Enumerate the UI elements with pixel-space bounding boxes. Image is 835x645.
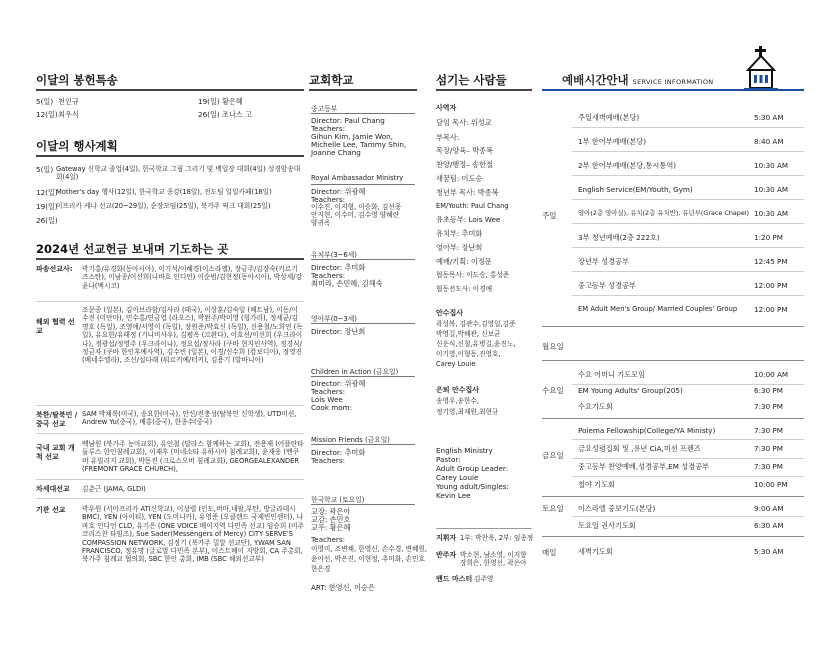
event-text: Gateway 신학교 졸업(4일), 한국학교 그림 그리기 및 백일장 대회(4일) 성경암송대회(4일) [56, 165, 301, 182]
offering-name: 황은혜 [222, 97, 243, 106]
section-line: 한은경 [311, 565, 331, 573]
service-time: 12:00 PM [754, 281, 788, 290]
mission-text: 김춘근 (JAMA, GLDI) [82, 485, 146, 493]
mission-text: 박기홍/유경화(동아시아), 이기석/이혜경(이스라엘), 장금주/김장숙(키르기즈스탄), 이남종/이선희(나바호 인디언) 이순범/김현정(동아시아), 박상세/강윤나(멕시코) [82, 265, 302, 290]
service-title [562, 72, 713, 88]
divider [436, 528, 532, 529]
section-line: 정기영,최재원,최현규 [436, 408, 499, 416]
event-text: 이프리카 케냐 선교(20~29일), 순장모임(25일), 북가주 픽크 대회(25일) [56, 202, 271, 210]
mission-label: 국내 교회 개척 선교 [36, 444, 75, 461]
section-line: Gihun Kim, Jamie Won, [311, 132, 393, 141]
section-name: Mission Friends (금요일) [311, 436, 390, 444]
section-line: 이영미, 조변채, 한영신, 손수경, 변혜원, [311, 545, 428, 553]
offering-name: 조나스 고 [222, 110, 253, 119]
footer-label: 반주자 [436, 551, 457, 559]
section-name: 한국학교 (토요일) [311, 496, 365, 504]
service-row [542, 473, 804, 495]
divider [542, 536, 804, 537]
service-name: 3부 청년예배(2층 222호) [578, 233, 660, 242]
section-line: Director: 추미화 [311, 448, 366, 457]
offering-title: 이달의 봉헌특송 [36, 73, 118, 87]
section-line: Michelle Lee, Tammy Shin, [311, 140, 407, 149]
service-name: 중고등부 성경공부 [578, 281, 636, 290]
church-icon [744, 44, 778, 92]
service-row [542, 514, 804, 536]
mission-text: 박우원 (서아프리카 ATI신학교), 이성렬 (인도,버마,네팔,부탄, 방글라데시BMC), YEN (아이티), YEN (도미니카), 유영준 (오클랜드 국제빈민센터), 나바호 인디언 CLD, 유기은 (ONE VOICE 베이지역 다민족 선교) 임승희 (미주 코리스찬 타임즈), Sue Sader(Messengers of Mercy) CITY SERVE'S COMPASSION NETWORK, 김정기 (북가주 밀알 선교단), YWAM SAN FRANCISCO, 정유명 (글로벌 다민족 본부), 이스트베이 지방회, CA 주총회, 북가주 침례교 협의회, SBC 한인 총회, IMB (SBC 해외선교부) [82, 505, 304, 564]
section-name: 은퇴 안수집사 [436, 386, 480, 394]
service-time: 7:30 PM [754, 426, 783, 435]
events-title: 이달의 행사계획 [36, 139, 118, 153]
service-name: 새벽기도회 [578, 547, 613, 556]
section-name: 유치부(3~6세) [311, 251, 357, 259]
day-label: 금요일 [542, 451, 564, 460]
service-name: EM Adult Men's Group/ Married Couples' Group [578, 305, 738, 313]
section-line: Director: 위광혜 [311, 379, 366, 388]
divider [309, 89, 417, 91]
section-line: 협동목사: 이도승, 홍성준 [436, 271, 510, 279]
section-line: 교장: 곽은아 [311, 507, 351, 516]
service-time: 10:00 PM [754, 480, 788, 489]
footer-text: 박소현, 남소영, 이지향 장희은, 한영선, 곽은아 [460, 551, 527, 568]
service-time: 5:30 AM [754, 113, 784, 122]
divider [311, 184, 415, 185]
offering-date: 12(일) [36, 110, 58, 119]
footer-text: 김주영 [474, 575, 494, 583]
section-line: Adult Group Leader: [436, 464, 509, 473]
divider [36, 433, 304, 434]
section-line: Joanne Chang [311, 148, 361, 157]
section-line: Director: 위광혜 [311, 187, 366, 196]
divider [36, 258, 304, 260]
divider [572, 247, 804, 248]
day-label: 매일 [542, 548, 557, 557]
service-name: 수요기도회 [578, 402, 613, 411]
service-name: 이스라엘 중보기도(본당) [578, 504, 656, 513]
section-line: 교무: 황은혜 [311, 523, 351, 532]
section-line: Cook mom: [311, 403, 353, 412]
service-time: 10:30 AM [754, 161, 789, 170]
offering-date: 26(일) [198, 110, 220, 119]
divider [542, 89, 804, 91]
mission-label: 해외 협력 선교 [36, 318, 75, 335]
service-time: 8:40 AM [754, 137, 784, 146]
service-title-text: 예배시간안내 [562, 73, 629, 87]
service-time: 9:00 AM [754, 504, 784, 513]
section-line: Director: 추미화 [311, 263, 366, 272]
section-line: 양귀옥 [311, 219, 331, 227]
staff-title: 섬기는 사람들 [436, 73, 507, 87]
mission-text: 조문종 (일본), 김아브라함/김사라 (태국), 이상훈/김숙일 (베트남), 이동/이수진 (미안마), 민수홍/민금엽 (라오스), 박완주/박미영 (헝가리), 정세균/김명호 (독일), 조영애/서영이 (독일), 장원준/박효신 (독일), 신용철/노희연 (독일), 유요한/유태정 (기니비사우), 김평옥 (르완다), 이호선/이선희 (우크라이나), 정광섭/정영주 (우크라이나), 정요섭/정사라 (쿠바 현지인사역), 정경식/정금자 (쿠바 한인후예사역), 김수빈 (일본), 이경/신수희 (캄보디아), 정영진 (베네수엘라), 조신/설다래 (튀르키예/터키), 김용기 (알바니아) [82, 306, 303, 365]
service-time: 1:20 PM [754, 233, 783, 242]
service-time: 7:30 PM [754, 462, 783, 471]
service-name: 수요 어머니 기도모임 [578, 370, 646, 379]
service-time: 12:00 PM [754, 305, 788, 314]
day-label: 수요일 [542, 386, 564, 395]
event-date: 26(일) [36, 216, 58, 225]
mission-title: 2024년 선교헌금 보내며 기도하는 곳 [36, 242, 229, 256]
section-name: Royal Ambassador Ministry [311, 174, 404, 182]
section-line: 새꿈팀: 이도승 [436, 174, 483, 183]
service-time: 6:30 PM [754, 386, 783, 395]
divider [572, 223, 804, 224]
section-line: Young adult/Singles: [436, 482, 509, 491]
service-row [542, 274, 804, 296]
section-line: 곽성복, 김관수,김영일,김준 [436, 320, 516, 328]
service-row [542, 130, 804, 152]
service-row [542, 202, 804, 224]
divider [572, 175, 804, 176]
divider [36, 405, 304, 406]
section-line: Lois Wee [311, 395, 343, 404]
section-line: 이수진, 이지형, 이승화, 김선웅 [311, 203, 402, 211]
section-line: 유치부: 추미화 [436, 229, 483, 238]
section-line: ART: 한영신, 이승은 [311, 583, 375, 592]
service-row [542, 540, 804, 562]
service-name: 토요일 권사기도회 [578, 521, 636, 530]
section-line: EM/Youth: Paul Chang [436, 202, 509, 210]
divider [542, 360, 804, 361]
divider [572, 295, 804, 296]
service-row [542, 395, 804, 417]
service-name: 2부 한어부예배(본당,통시통역) [578, 161, 677, 170]
event-date: 12(일) [36, 188, 58, 197]
divider [311, 444, 415, 445]
divider [572, 271, 804, 272]
service-time: 7:30 PM [754, 444, 783, 453]
section-line: 목장/양육– 박종복 [436, 146, 493, 155]
section-line: 안지현, 이수미, 김수영 양혜란 [311, 211, 400, 219]
divider [311, 376, 415, 377]
service-name: 영아(2층 영아실), 유치(2층 유치반), 유년부(Grace Chapel) [578, 209, 750, 217]
section-line: English Ministry [436, 446, 493, 455]
footer-label: 밴드 마스터 [436, 575, 473, 583]
footer-text: 1부: 박찬욱, 2부: 임종정 [460, 534, 534, 542]
divider [36, 479, 304, 480]
church-school-title: 교회학교 [309, 73, 354, 87]
mission-label: 파송선교사: [36, 265, 73, 273]
service-time: 10:30 AM [754, 209, 789, 218]
service-time: 7:30 PM [754, 402, 783, 411]
section-line: Director: 장난희 [311, 327, 366, 336]
section-line: Teachers: [311, 387, 346, 396]
section-line: 신운식,신철,유병길,윤진노, [436, 340, 516, 348]
service-name: 철야 기도회 [578, 480, 616, 489]
event-text: Mother's day 행사(12일), 한국학교 종강(18일), 전도팀 일일카페(18일) [56, 188, 272, 196]
section-line: 박영길,박해관, 신보균 [436, 330, 501, 338]
section-line: 유초등부: Lois Wee [436, 215, 501, 224]
divider [572, 151, 804, 152]
service-row [542, 106, 804, 128]
service-name: Poiema Fellowship(College/YA Ministy) [578, 426, 716, 435]
offering-name: 최우식 [58, 110, 79, 119]
mission-label: 북한/탈북민 /중국 선교 [36, 411, 78, 428]
section-line: Teachers: [311, 535, 346, 544]
service-name: English Service(EM/Youth, Gym) [578, 185, 693, 194]
section-line: 찬양/행정– 송한철 [436, 160, 493, 169]
event-date: 19(일) [36, 202, 58, 211]
service-row [542, 250, 804, 272]
day-label: 주일 [542, 211, 557, 220]
section-line: Carey Louie [436, 360, 476, 368]
divider [436, 89, 532, 91]
service-name: 주일새벽예배(본당) [578, 113, 640, 122]
divider [311, 259, 415, 260]
section-line: 교감: 손민호 [311, 515, 351, 524]
service-row [542, 154, 804, 176]
section-line: 최미라, 손민혜, 김해숙 [311, 279, 383, 288]
section-name: 중고등부 [311, 105, 338, 113]
divider [36, 155, 304, 157]
section-line: 송영우,송한수, [436, 397, 480, 405]
service-subtitle: SERVICE INFORMATION [632, 78, 714, 86]
section-line: Teachers: [311, 124, 346, 133]
section-line: 담임 목사: 위성교 [436, 118, 492, 127]
section-line: Director: Paul Chang [311, 116, 385, 125]
divider [572, 199, 804, 200]
divider [36, 498, 304, 499]
section-line: 협동전도사: 이경애 [436, 285, 493, 293]
service-name: EM Young Adults' Group(205) [578, 386, 683, 395]
service-time: 10:30 AM [754, 185, 789, 194]
divider [36, 89, 304, 91]
section-name: 사역자 [436, 104, 457, 112]
section-name: 안수집사 [436, 309, 464, 317]
service-time: 5:30 AM [754, 547, 784, 556]
divider [311, 113, 415, 114]
section-line: Pastor: [436, 455, 461, 464]
divider [311, 504, 415, 505]
service-row [542, 298, 804, 320]
section-line: Teachers: [311, 271, 346, 280]
day-label: 월요일 [542, 342, 564, 351]
section-line: 부목사: [436, 133, 460, 142]
divider [311, 323, 415, 324]
footer-label: 지휘자 [436, 534, 457, 542]
divider [36, 301, 304, 302]
section-line: Teachers: [311, 456, 346, 465]
section-line: Carey Louie [436, 473, 479, 482]
section-line: 예배/기획: 이정문 [436, 257, 492, 266]
service-time: 12:45 PM [754, 257, 788, 266]
mission-label: 기관 선교 [36, 506, 66, 514]
offering-date: 5(일) [36, 97, 54, 106]
section-line: Teachers: [311, 195, 346, 204]
mission-text: 백남원 (북가주 농아교회), 유인철 (달라스 함께하는 교회), 전용제 (어플란타 둘루스 한인침례교회), 이재후 (미네소타 유하시아 침례교회), 윤재웅 (벤쿠버 유빌리지 교회), 박동진 (크로스오버 침례교회), GEORGEALEXANDER (FREMONT GRACE CHURCH), [82, 440, 304, 474]
section-name: 영아부(0~3세) [311, 315, 357, 323]
mission-text: SAM 박채룩(미국), 송요한(미국), 안신/전충성(탈북민 신학생), UTD미션, Andrew Yu(중국), 배홍(중국), 한종수(중국) [82, 410, 297, 427]
section-line: 이기영,이형동,진영호, [436, 350, 501, 358]
day-label: 토요일 [542, 504, 564, 513]
section-line: 청년부 목사: 박종복 [436, 188, 499, 197]
event-date: 5(일) [36, 165, 54, 174]
offering-date: 19(일) [198, 97, 220, 106]
divider [542, 326, 804, 327]
service-time: 6:30 AM [754, 521, 784, 530]
service-name: 금요성령집회 및 ,유년 CiA,미션 프렌즈 [578, 444, 701, 453]
service-name: 장년부 성경공부 [578, 257, 629, 266]
section-line: 영아부: 장난희 [436, 243, 483, 252]
service-row [542, 226, 804, 248]
service-row [542, 178, 804, 200]
service-name: 중고등부 찬양예배,성경공부,EM 성경공부 [578, 462, 709, 471]
section-name: Children in Action (금요일) [311, 368, 399, 376]
service-time: 10:00 AM [754, 370, 789, 379]
section-line: 윤아선, 박은진, 이현정, 추미화, 손민호 [311, 555, 425, 563]
service-name: 1부 한어부예배(본당) [578, 137, 647, 146]
offering-name: 천인규 [58, 97, 79, 106]
divider [572, 127, 804, 128]
section-line: Kevin Lee [436, 491, 471, 500]
mission-label: 차세대선교 [36, 485, 70, 493]
